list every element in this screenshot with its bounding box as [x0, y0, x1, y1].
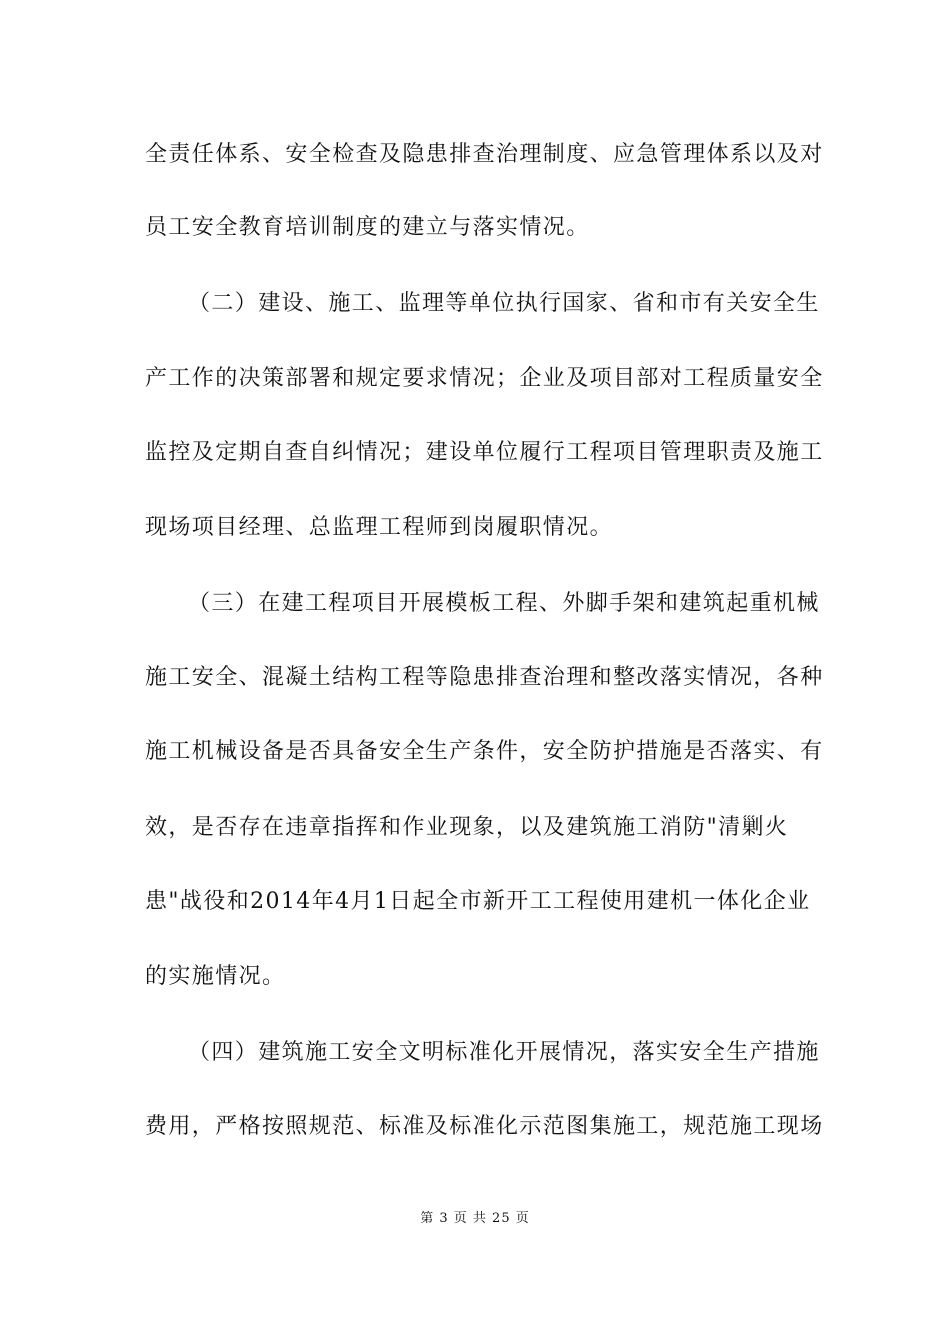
text-line: 员工安全教育培训制度的建立与落实情况。 — [145, 215, 590, 240]
text-line: 监控及定期自查自纠情况；建设单位履行工程项目管理职责及施工 — [145, 440, 824, 465]
paragraph-start-line: （二）建设、施工、监理等单位执行国家、省和市有关安全生 — [188, 291, 820, 316]
text-line: 施工机械设备是否具备安全生产条件，安全防护措施是否落实、有 — [145, 739, 824, 764]
text-line: 现场项目经理、总监理工程师到岗履职情况。 — [145, 515, 614, 540]
text-line: 产工作的决策部署和规定要求情况；企业及项目部对工程质量安全 — [145, 366, 824, 391]
text-line: 的实施情况。 — [145, 964, 286, 989]
text-line: 施工安全、混凝土结构工程等隐患排查治理和整改落实情况，各种 — [145, 665, 824, 690]
paragraph-start-line: （三）在建工程项目开展模板工程、外脚手架和建筑起重机械 — [188, 591, 820, 616]
text-line: 患"战役和2014年4月1日起全市新开工工程使用建机一体化企业 — [145, 889, 811, 914]
text-line: 全责任体系、安全检查及隐患排查治理制度、应急管理体系以及对 — [145, 142, 824, 167]
text-line: 效，是否存在违章指挥和作业现象，以及建筑施工消防"清剿火 — [145, 815, 789, 840]
page-number-footer: 第 3 页 共 25 页 — [420, 1211, 530, 1226]
paragraph-start-line: （四）建筑施工安全文明标准化开展情况，落实安全生产措施 — [188, 1040, 820, 1065]
text-line: 费用，严格按照规范、标准及标准化示范图集施工，规范施工现场 — [145, 1114, 824, 1139]
